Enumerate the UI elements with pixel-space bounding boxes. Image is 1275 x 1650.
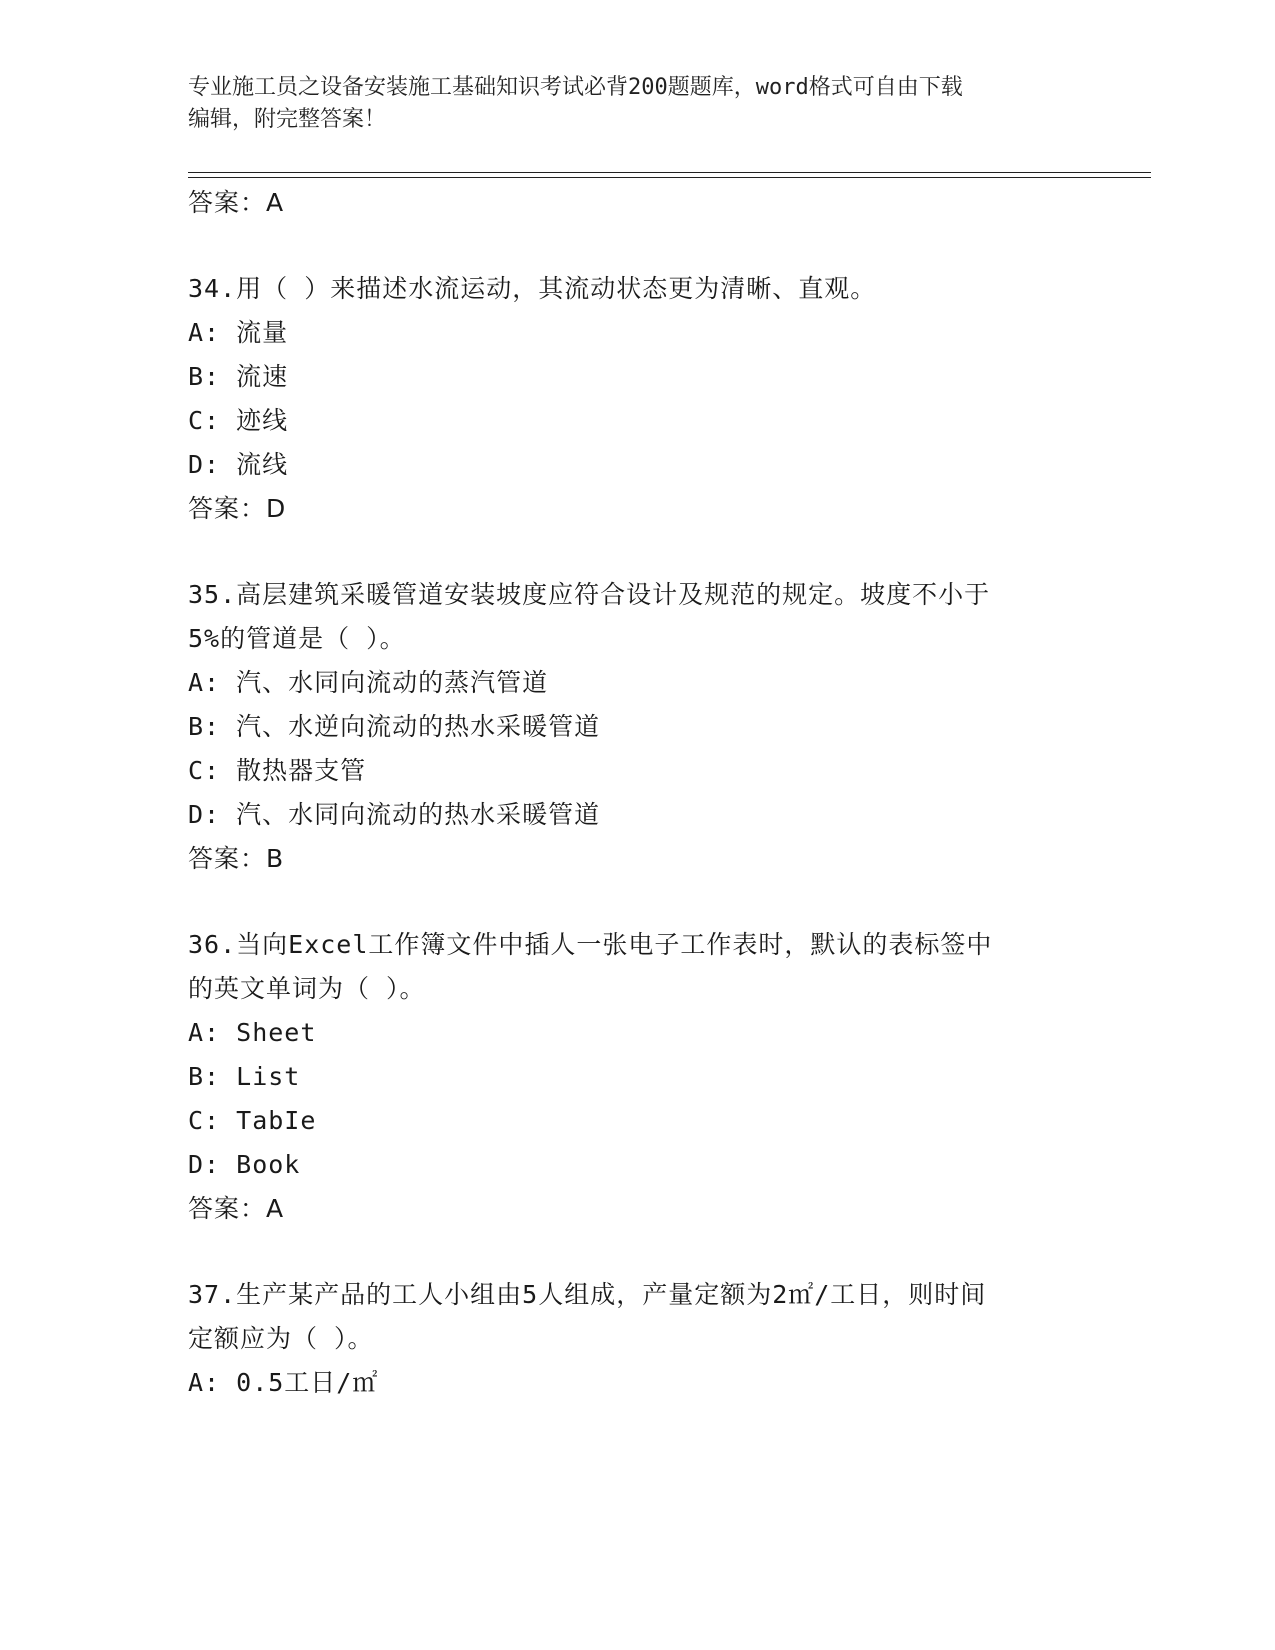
header-rule-bottom — [188, 177, 1151, 178]
question-35-option-b: B: 汽、水逆向流动的热水采暖管道 — [188, 712, 601, 741]
question-34-option-a: A: 流量 — [188, 318, 289, 347]
question-36-option-b: B: List — [188, 1062, 301, 1091]
question-35-stem: 35.高层建筑采暖管道安装坡度应符合设计及规范的规定。坡度不小于 — [188, 580, 991, 609]
question-36-answer: 答案：A — [188, 1194, 285, 1223]
question-37-option-a: A: 0.5工日/㎡ — [188, 1368, 379, 1397]
question-35-option-a: A: 汽、水同向流动的蒸汽管道 — [188, 668, 549, 697]
question-37-stem-cont: 定额应为（ ）。 — [188, 1324, 374, 1353]
question-36-option-a: A: Sheet — [188, 1018, 317, 1047]
question-34-option-d: D: 流线 — [188, 450, 289, 479]
question-36-stem: 36.当向Excel工作簿文件中插人一张电子工作表时，默认的表标签中 — [188, 930, 993, 959]
question-35-stem-cont: 5%的管道是（ ）。 — [188, 624, 406, 653]
question-36-option-c: C: TabIe — [188, 1106, 317, 1135]
question-36-option-d: D: Book — [188, 1150, 301, 1179]
question-34-option-b: B: 流速 — [188, 362, 289, 391]
header-line-1: 专业施工员之设备安装施工基础知识考试必背200题题库，word格式可自由下载 — [188, 75, 963, 100]
question-35-option-c: C: 散热器支管 — [188, 756, 367, 785]
question-34-stem: 34.用（ ）来描述水流运动，其流动状态更为清晰、直观。 — [188, 274, 877, 303]
question-36-stem-cont: 的英文单词为（ ）。 — [188, 974, 426, 1003]
question-37-stem: 37.生产某产品的工人小组由5人组成，产量定额为2㎡/工日，则时间 — [188, 1280, 987, 1309]
header-rule-top — [188, 172, 1151, 173]
document-header — [188, 72, 1068, 136]
header-line-2: 编辑，附完整答案！ — [188, 107, 387, 132]
question-35-option-d: D: 汽、水同向流动的热水采暖管道 — [188, 800, 601, 829]
question-34-answer: 答案：D — [188, 494, 287, 523]
question-35-answer: 答案：B — [188, 844, 285, 873]
question-34-option-c: C: 迹线 — [188, 406, 289, 435]
previous-answer: 答案：A — [188, 188, 285, 217]
